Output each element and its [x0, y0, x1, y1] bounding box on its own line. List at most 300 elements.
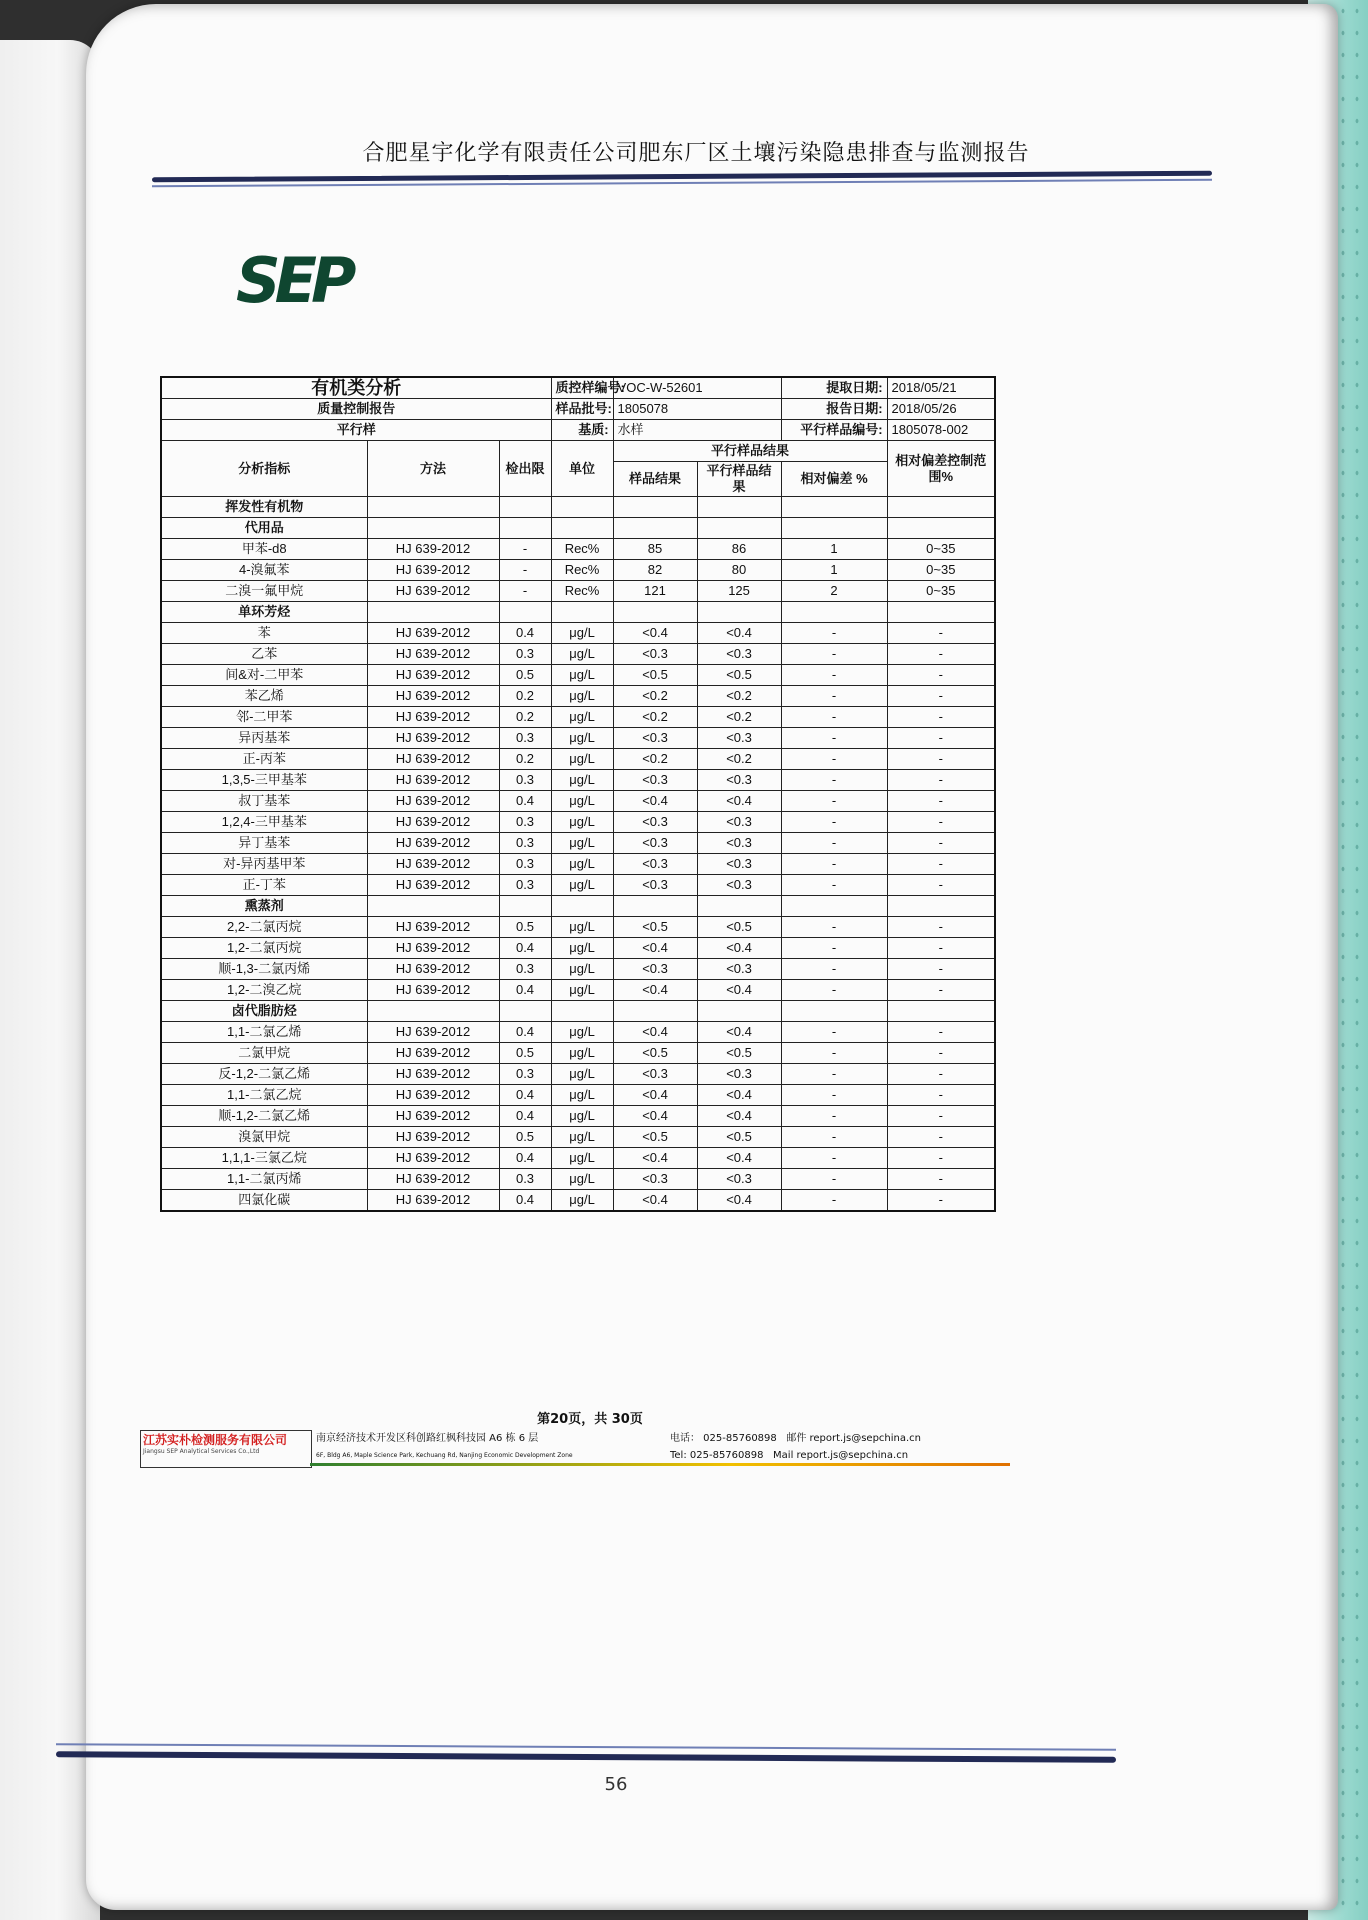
empty-cell [887, 602, 995, 623]
rpd-cell: - [781, 749, 887, 770]
table-row [161, 686, 995, 707]
sample-result-cell: <0.3 [613, 644, 697, 665]
sample-result-cell: <0.3 [613, 833, 697, 854]
analyte-cell: 二溴一氟甲烷 [161, 581, 367, 602]
parallel-result-cell: <0.4 [697, 1148, 781, 1169]
table-meta-row [161, 377, 995, 399]
email-cn: 邮件 report.js@sepchina.cn [786, 1433, 922, 1444]
lod-cell: 0.3 [499, 770, 551, 791]
parallel-result-cell: <0.4 [697, 1022, 781, 1043]
sample-result-cell: <0.4 [613, 1085, 697, 1106]
method-cell: HJ 639-2012 [367, 665, 499, 686]
table-row [161, 833, 995, 854]
sample-result-cell: <0.3 [613, 1169, 697, 1190]
method-cell: HJ 639-2012 [367, 1127, 499, 1148]
sample-result-cell: <0.4 [613, 1148, 697, 1169]
table-row [161, 728, 995, 749]
col-analyte: 分析指标 [161, 441, 367, 497]
analyte-cell: 正-丙苯 [161, 749, 367, 770]
left-page-edge [0, 40, 100, 1920]
parallel-result-cell: 86 [697, 539, 781, 560]
method-cell: HJ 639-2012 [367, 749, 499, 770]
rpd-range-cell: - [887, 1148, 995, 1169]
sample-result-cell: <0.3 [613, 875, 697, 896]
analyte-cell: 正-丁苯 [161, 875, 367, 896]
qc-parallel-sample-table [160, 376, 996, 1212]
rpd-cell: - [781, 644, 887, 665]
batch-value: 1805078 [613, 399, 781, 420]
unit-cell: μg/L [551, 875, 613, 896]
category-name: 卤代脂肪烃 [161, 1001, 367, 1022]
parallel-result-cell: <0.4 [697, 980, 781, 1001]
rpd-cell: - [781, 707, 887, 728]
rpd-range-cell: - [887, 917, 995, 938]
method-cell: HJ 639-2012 [367, 1043, 499, 1064]
method-cell: HJ 639-2012 [367, 644, 499, 665]
empty-cell [499, 602, 551, 623]
matrix-label: 基质: [551, 420, 613, 441]
empty-cell [697, 1001, 781, 1022]
category-row [161, 896, 995, 917]
sample-result-cell: <0.2 [613, 686, 697, 707]
method-cell: HJ 639-2012 [367, 581, 499, 602]
sample-result-cell: <0.2 [613, 707, 697, 728]
sample-result-cell: <0.3 [613, 728, 697, 749]
method-cell: HJ 639-2012 [367, 854, 499, 875]
rpd-range-cell: - [887, 665, 995, 686]
rpd-range-cell: - [887, 980, 995, 1001]
rpd-cell: - [781, 1022, 887, 1043]
sample-type: 平行样 [161, 420, 551, 441]
analyte-cell: 2,2-二氯丙烷 [161, 917, 367, 938]
method-cell: HJ 639-2012 [367, 959, 499, 980]
sep-logo-text: SEP [236, 244, 351, 317]
contact-cn [670, 1430, 1020, 1447]
rpd-range-cell: - [887, 791, 995, 812]
sample-result-cell: <0.3 [613, 959, 697, 980]
analyte-cell: 1,3,5-三甲基苯 [161, 770, 367, 791]
rpd-cell: - [781, 665, 887, 686]
table-row [161, 770, 995, 791]
empty-cell [613, 602, 697, 623]
rpd-range-cell: - [887, 707, 995, 728]
parallel-result-cell: 80 [697, 560, 781, 581]
table-row [161, 938, 995, 959]
empty-cell [367, 896, 499, 917]
sample-result-cell: <0.5 [613, 917, 697, 938]
lod-cell: 0.3 [499, 833, 551, 854]
category-row [161, 602, 995, 623]
empty-cell [887, 518, 995, 539]
analyte-cell: 1,1,1-三氯乙烷 [161, 1148, 367, 1169]
rpd-range-cell: 0~35 [887, 560, 995, 581]
lod-cell: 0.4 [499, 1148, 551, 1169]
parallel-result-cell: <0.4 [697, 791, 781, 812]
empty-cell [499, 896, 551, 917]
analyte-cell: 顺-1,2-二氯乙烯 [161, 1106, 367, 1127]
lod-cell: 0.5 [499, 917, 551, 938]
parallel-result-cell: <0.4 [697, 938, 781, 959]
table-row [161, 644, 995, 665]
method-cell: HJ 639-2012 [367, 980, 499, 1001]
method-cell: HJ 639-2012 [367, 938, 499, 959]
rpd-cell: - [781, 938, 887, 959]
parallel-result-cell: <0.2 [697, 749, 781, 770]
analyte-cell: 1,2,4-三甲基苯 [161, 812, 367, 833]
rpd-range-cell: - [887, 1127, 995, 1148]
lod-cell: 0.4 [499, 980, 551, 1001]
rpd-range-cell: - [887, 686, 995, 707]
rpd-range-cell: - [887, 875, 995, 896]
footer-company-band [140, 1428, 1020, 1468]
empty-cell [499, 518, 551, 539]
analyte-cell: 叔丁基苯 [161, 791, 367, 812]
method-cell: HJ 639-2012 [367, 1022, 499, 1043]
lod-cell: 0.3 [499, 1169, 551, 1190]
rpd-range-cell: - [887, 1169, 995, 1190]
analyte-cell: 四氯化碳 [161, 1190, 367, 1212]
method-cell: HJ 639-2012 [367, 791, 499, 812]
sample-result-cell: <0.4 [613, 980, 697, 1001]
unit-cell: μg/L [551, 1064, 613, 1085]
parallel-result-cell: <0.3 [697, 854, 781, 875]
method-cell: HJ 639-2012 [367, 875, 499, 896]
batch-label: 样品批号: [551, 399, 613, 420]
rpd-cell: - [781, 686, 887, 707]
analyte-cell: 苯 [161, 623, 367, 644]
rpd-cell: 1 [781, 539, 887, 560]
rpd-range-cell: - [887, 938, 995, 959]
empty-cell [697, 896, 781, 917]
method-cell: HJ 639-2012 [367, 539, 499, 560]
rpd-range-cell: - [887, 644, 995, 665]
parallel-result-cell: <0.4 [697, 623, 781, 644]
rpd-range-cell: - [887, 1064, 995, 1085]
rpd-range-cell: 0~35 [887, 581, 995, 602]
rpd-cell: - [781, 1169, 887, 1190]
table-title: 有机类分析 [161, 377, 551, 399]
col-parallel-result: 平行样品结果 [697, 462, 781, 497]
qc-no-label: 质控样编号: [551, 377, 613, 399]
rpd-cell: - [781, 1043, 887, 1064]
category-name: 单环芳烃 [161, 602, 367, 623]
sample-result-cell: 85 [613, 539, 697, 560]
empty-cell [551, 1001, 613, 1022]
rpd-range-cell: - [887, 812, 995, 833]
col-parallel-results: 平行样品结果 [613, 441, 887, 462]
unit-cell: Rec% [551, 560, 613, 581]
table-row [161, 854, 995, 875]
rpd-range-cell: - [887, 1106, 995, 1127]
lod-cell: 0.5 [499, 665, 551, 686]
rpd-range-cell: 0~35 [887, 539, 995, 560]
table-row [161, 623, 995, 644]
table-row [161, 1148, 995, 1169]
extract-date-label: 提取日期: [781, 377, 887, 399]
sample-result-cell: <0.5 [613, 1043, 697, 1064]
analyte-cell: 间&对-二甲苯 [161, 665, 367, 686]
empty-cell [887, 896, 995, 917]
method-cell: HJ 639-2012 [367, 1148, 499, 1169]
unit-cell: μg/L [551, 749, 613, 770]
table-row [161, 1085, 995, 1106]
parallel-result-cell: <0.3 [697, 959, 781, 980]
report-header-title: 合肥星宇化学有限责任公司肥东厂区土壤污染隐患排查与监测报告 [362, 141, 1030, 166]
sample-result-cell: <0.4 [613, 1106, 697, 1127]
lod-cell: 0.2 [499, 707, 551, 728]
empty-cell [613, 896, 697, 917]
rpd-range-cell: - [887, 770, 995, 791]
parallel-result-cell: <0.2 [697, 707, 781, 728]
method-cell: HJ 639-2012 [367, 560, 499, 581]
sample-result-cell: <0.4 [613, 1022, 697, 1043]
table-row [161, 1043, 995, 1064]
unit-cell: μg/L [551, 707, 613, 728]
empty-cell [551, 518, 613, 539]
footer-contact [670, 1430, 1020, 1464]
rpd-range-cell: - [887, 1085, 995, 1106]
unit-cell: μg/L [551, 623, 613, 644]
lod-cell: 0.2 [499, 686, 551, 707]
sample-result-cell: <0.5 [613, 665, 697, 686]
table-row [161, 791, 995, 812]
rpd-cell: - [781, 854, 887, 875]
parallel-result-cell: <0.5 [697, 917, 781, 938]
lod-cell: 0.4 [499, 1106, 551, 1127]
unit-cell: μg/L [551, 959, 613, 980]
sample-result-cell: <0.4 [613, 1190, 697, 1212]
rpd-cell: 1 [781, 560, 887, 581]
analyte-cell: 邻-二甲苯 [161, 707, 367, 728]
unit-cell: Rec% [551, 539, 613, 560]
lod-cell: 0.3 [499, 959, 551, 980]
unit-cell: μg/L [551, 938, 613, 959]
analyte-cell: 对-异丙基甲苯 [161, 854, 367, 875]
method-cell: HJ 639-2012 [367, 1064, 499, 1085]
lod-cell: - [499, 560, 551, 581]
table-row [161, 560, 995, 581]
empty-cell [781, 602, 887, 623]
unit-cell: μg/L [551, 812, 613, 833]
sample-result-cell: 82 [613, 560, 697, 581]
method-cell: HJ 639-2012 [367, 1169, 499, 1190]
rpd-cell: - [781, 1127, 887, 1148]
table-row [161, 707, 995, 728]
table-row [161, 917, 995, 938]
qc-no-value: VOC-W-52601 [613, 377, 781, 399]
rpd-range-cell: - [887, 749, 995, 770]
unit-cell: μg/L [551, 1106, 613, 1127]
lod-cell: 0.4 [499, 1085, 551, 1106]
empty-cell [697, 518, 781, 539]
parallel-result-cell: <0.5 [697, 1127, 781, 1148]
parallel-result-cell: <0.3 [697, 875, 781, 896]
rpd-range-cell: - [887, 1043, 995, 1064]
empty-cell [613, 1001, 697, 1022]
unit-cell: μg/L [551, 1190, 613, 1212]
rpd-range-cell: - [887, 1190, 995, 1212]
col-sample-result: 样品结果 [613, 462, 697, 497]
table-row [161, 581, 995, 602]
method-cell: HJ 639-2012 [367, 1106, 499, 1127]
rpd-range-cell: - [887, 833, 995, 854]
table-row [161, 539, 995, 560]
lod-cell: 0.4 [499, 1190, 551, 1212]
table-row [161, 1127, 995, 1148]
sample-result-cell: <0.3 [613, 1064, 697, 1085]
analyte-cell: 反-1,2-二氯乙烯 [161, 1064, 367, 1085]
unit-cell: Rec% [551, 581, 613, 602]
table-row [161, 1106, 995, 1127]
table-row [161, 1064, 995, 1085]
parallel-result-cell: <0.3 [697, 728, 781, 749]
sample-result-cell: <0.2 [613, 749, 697, 770]
lod-cell: 0.4 [499, 623, 551, 644]
rpd-cell: - [781, 1064, 887, 1085]
group-title: 挥发性有机物 [161, 497, 367, 518]
unit-cell: μg/L [551, 854, 613, 875]
analyte-cell: 二氯甲烷 [161, 1043, 367, 1064]
empty-cell [367, 602, 499, 623]
lod-cell: - [499, 539, 551, 560]
sample-result-cell: 121 [613, 581, 697, 602]
table-row [161, 665, 995, 686]
footer-page-count: 第20页，共 30页 [537, 1412, 643, 1427]
method-cell: HJ 639-2012 [367, 917, 499, 938]
analyte-cell: 异丙基苯 [161, 728, 367, 749]
analyte-cell: 1,2-二氯丙烷 [161, 938, 367, 959]
parallel-result-cell: <0.3 [697, 1064, 781, 1085]
report-date-value: 2018/05/26 [887, 399, 995, 420]
method-cell: HJ 639-2012 [367, 812, 499, 833]
rpd-cell: - [781, 770, 887, 791]
rpd-cell: - [781, 623, 887, 644]
extract-date-value: 2018/05/21 [887, 377, 995, 399]
analyte-cell: 乙苯 [161, 644, 367, 665]
parallel-result-cell: <0.3 [697, 1169, 781, 1190]
lod-cell: 0.3 [499, 854, 551, 875]
lod-cell: 0.2 [499, 749, 551, 770]
empty-cell [781, 518, 887, 539]
unit-cell: μg/L [551, 770, 613, 791]
parallel-result-cell: <0.4 [697, 1106, 781, 1127]
table-meta-row [161, 420, 995, 441]
rpd-range-cell: - [887, 1022, 995, 1043]
lod-cell: 0.3 [499, 644, 551, 665]
parallel-no-label: 平行样品编号: [781, 420, 887, 441]
category-row [161, 518, 995, 539]
parallel-no-value: 1805078-002 [887, 420, 995, 441]
empty-cell [697, 602, 781, 623]
category-row [161, 1001, 995, 1022]
page-number: 56 [604, 1774, 628, 1795]
lod-cell: 0.3 [499, 728, 551, 749]
table-row [161, 749, 995, 770]
contact-en [670, 1447, 1020, 1464]
footer-color-bar [310, 1463, 1010, 1466]
rpd-cell: - [781, 812, 887, 833]
rpd-cell: - [781, 833, 887, 854]
table-row [161, 812, 995, 833]
lod-cell: - [499, 581, 551, 602]
col-method: 方法 [367, 441, 499, 497]
rpd-range-cell: - [887, 728, 995, 749]
empty-cell [367, 518, 499, 539]
analyte-cell: 1,1-二氯丙烯 [161, 1169, 367, 1190]
method-cell: HJ 639-2012 [367, 623, 499, 644]
phone-en: Tel: 025-85760898 [670, 1450, 764, 1461]
group-row [161, 497, 995, 518]
unit-cell: μg/L [551, 728, 613, 749]
unit-cell: μg/L [551, 1148, 613, 1169]
lod-cell: 0.5 [499, 1043, 551, 1064]
lod-cell: 0.4 [499, 791, 551, 812]
sample-result-cell: <0.3 [613, 770, 697, 791]
unit-cell: μg/L [551, 791, 613, 812]
rpd-cell: - [781, 728, 887, 749]
parallel-result-cell: 125 [697, 581, 781, 602]
lod-cell: 0.3 [499, 812, 551, 833]
rpd-cell: 2 [781, 581, 887, 602]
unit-cell: μg/L [551, 1127, 613, 1148]
empty-cell [499, 1001, 551, 1022]
method-cell: HJ 639-2012 [367, 1190, 499, 1212]
company-name-cn: 江苏实朴检测服务有限公司 [143, 1433, 288, 1447]
parallel-result-cell: <0.3 [697, 644, 781, 665]
analyte-cell: 甲苯-d8 [161, 539, 367, 560]
lod-cell: 0.3 [499, 875, 551, 896]
empty-cell [613, 518, 697, 539]
report-date-label: 报告日期: [781, 399, 887, 420]
parallel-result-cell: <0.4 [697, 1190, 781, 1212]
lod-cell: 0.4 [499, 938, 551, 959]
address-en: 6F, Bldg A6, Maple Science Park, Kechuang Rd, Nanjing Economic Development Zone [316, 1452, 573, 1459]
category-name: 熏蒸剂 [161, 896, 367, 917]
analyte-cell: 顺-1,3-二氯丙烯 [161, 959, 367, 980]
rpd-cell: - [781, 1148, 887, 1169]
empty-cell [781, 1001, 887, 1022]
rpd-range-cell: - [887, 854, 995, 875]
report-type: 质量控制报告 [161, 399, 551, 420]
rpd-cell: - [781, 791, 887, 812]
lod-cell: 0.4 [499, 1022, 551, 1043]
unit-cell: μg/L [551, 644, 613, 665]
rpd-cell: - [781, 875, 887, 896]
unit-cell: μg/L [551, 1085, 613, 1106]
analyte-cell: 4-溴氟苯 [161, 560, 367, 581]
method-cell: HJ 639-2012 [367, 686, 499, 707]
company-name-en: Jiangsu SEP Analytical Services Co.,Ltd [143, 1448, 260, 1455]
unit-cell: μg/L [551, 1043, 613, 1064]
rpd-range-cell: - [887, 959, 995, 980]
parallel-result-cell: <0.5 [697, 1043, 781, 1064]
footer-address [316, 1430, 656, 1464]
analyte-cell: 1,1-二氯乙烷 [161, 1085, 367, 1106]
method-cell: HJ 639-2012 [367, 833, 499, 854]
analyte-cell: 1,2-二溴乙烷 [161, 980, 367, 1001]
rpd-cell: - [781, 980, 887, 1001]
sample-result-cell: <0.3 [613, 854, 697, 875]
sample-result-cell: <0.4 [613, 938, 697, 959]
unit-cell: μg/L [551, 980, 613, 1001]
analyte-cell: 苯乙烯 [161, 686, 367, 707]
parallel-result-cell: <0.4 [697, 1085, 781, 1106]
sample-result-cell: <0.3 [613, 812, 697, 833]
empty-cell [781, 896, 887, 917]
method-cell: HJ 639-2012 [367, 770, 499, 791]
col-rpd-range: 相对偏差控制范围% [887, 441, 995, 497]
method-cell: HJ 639-2012 [367, 728, 499, 749]
